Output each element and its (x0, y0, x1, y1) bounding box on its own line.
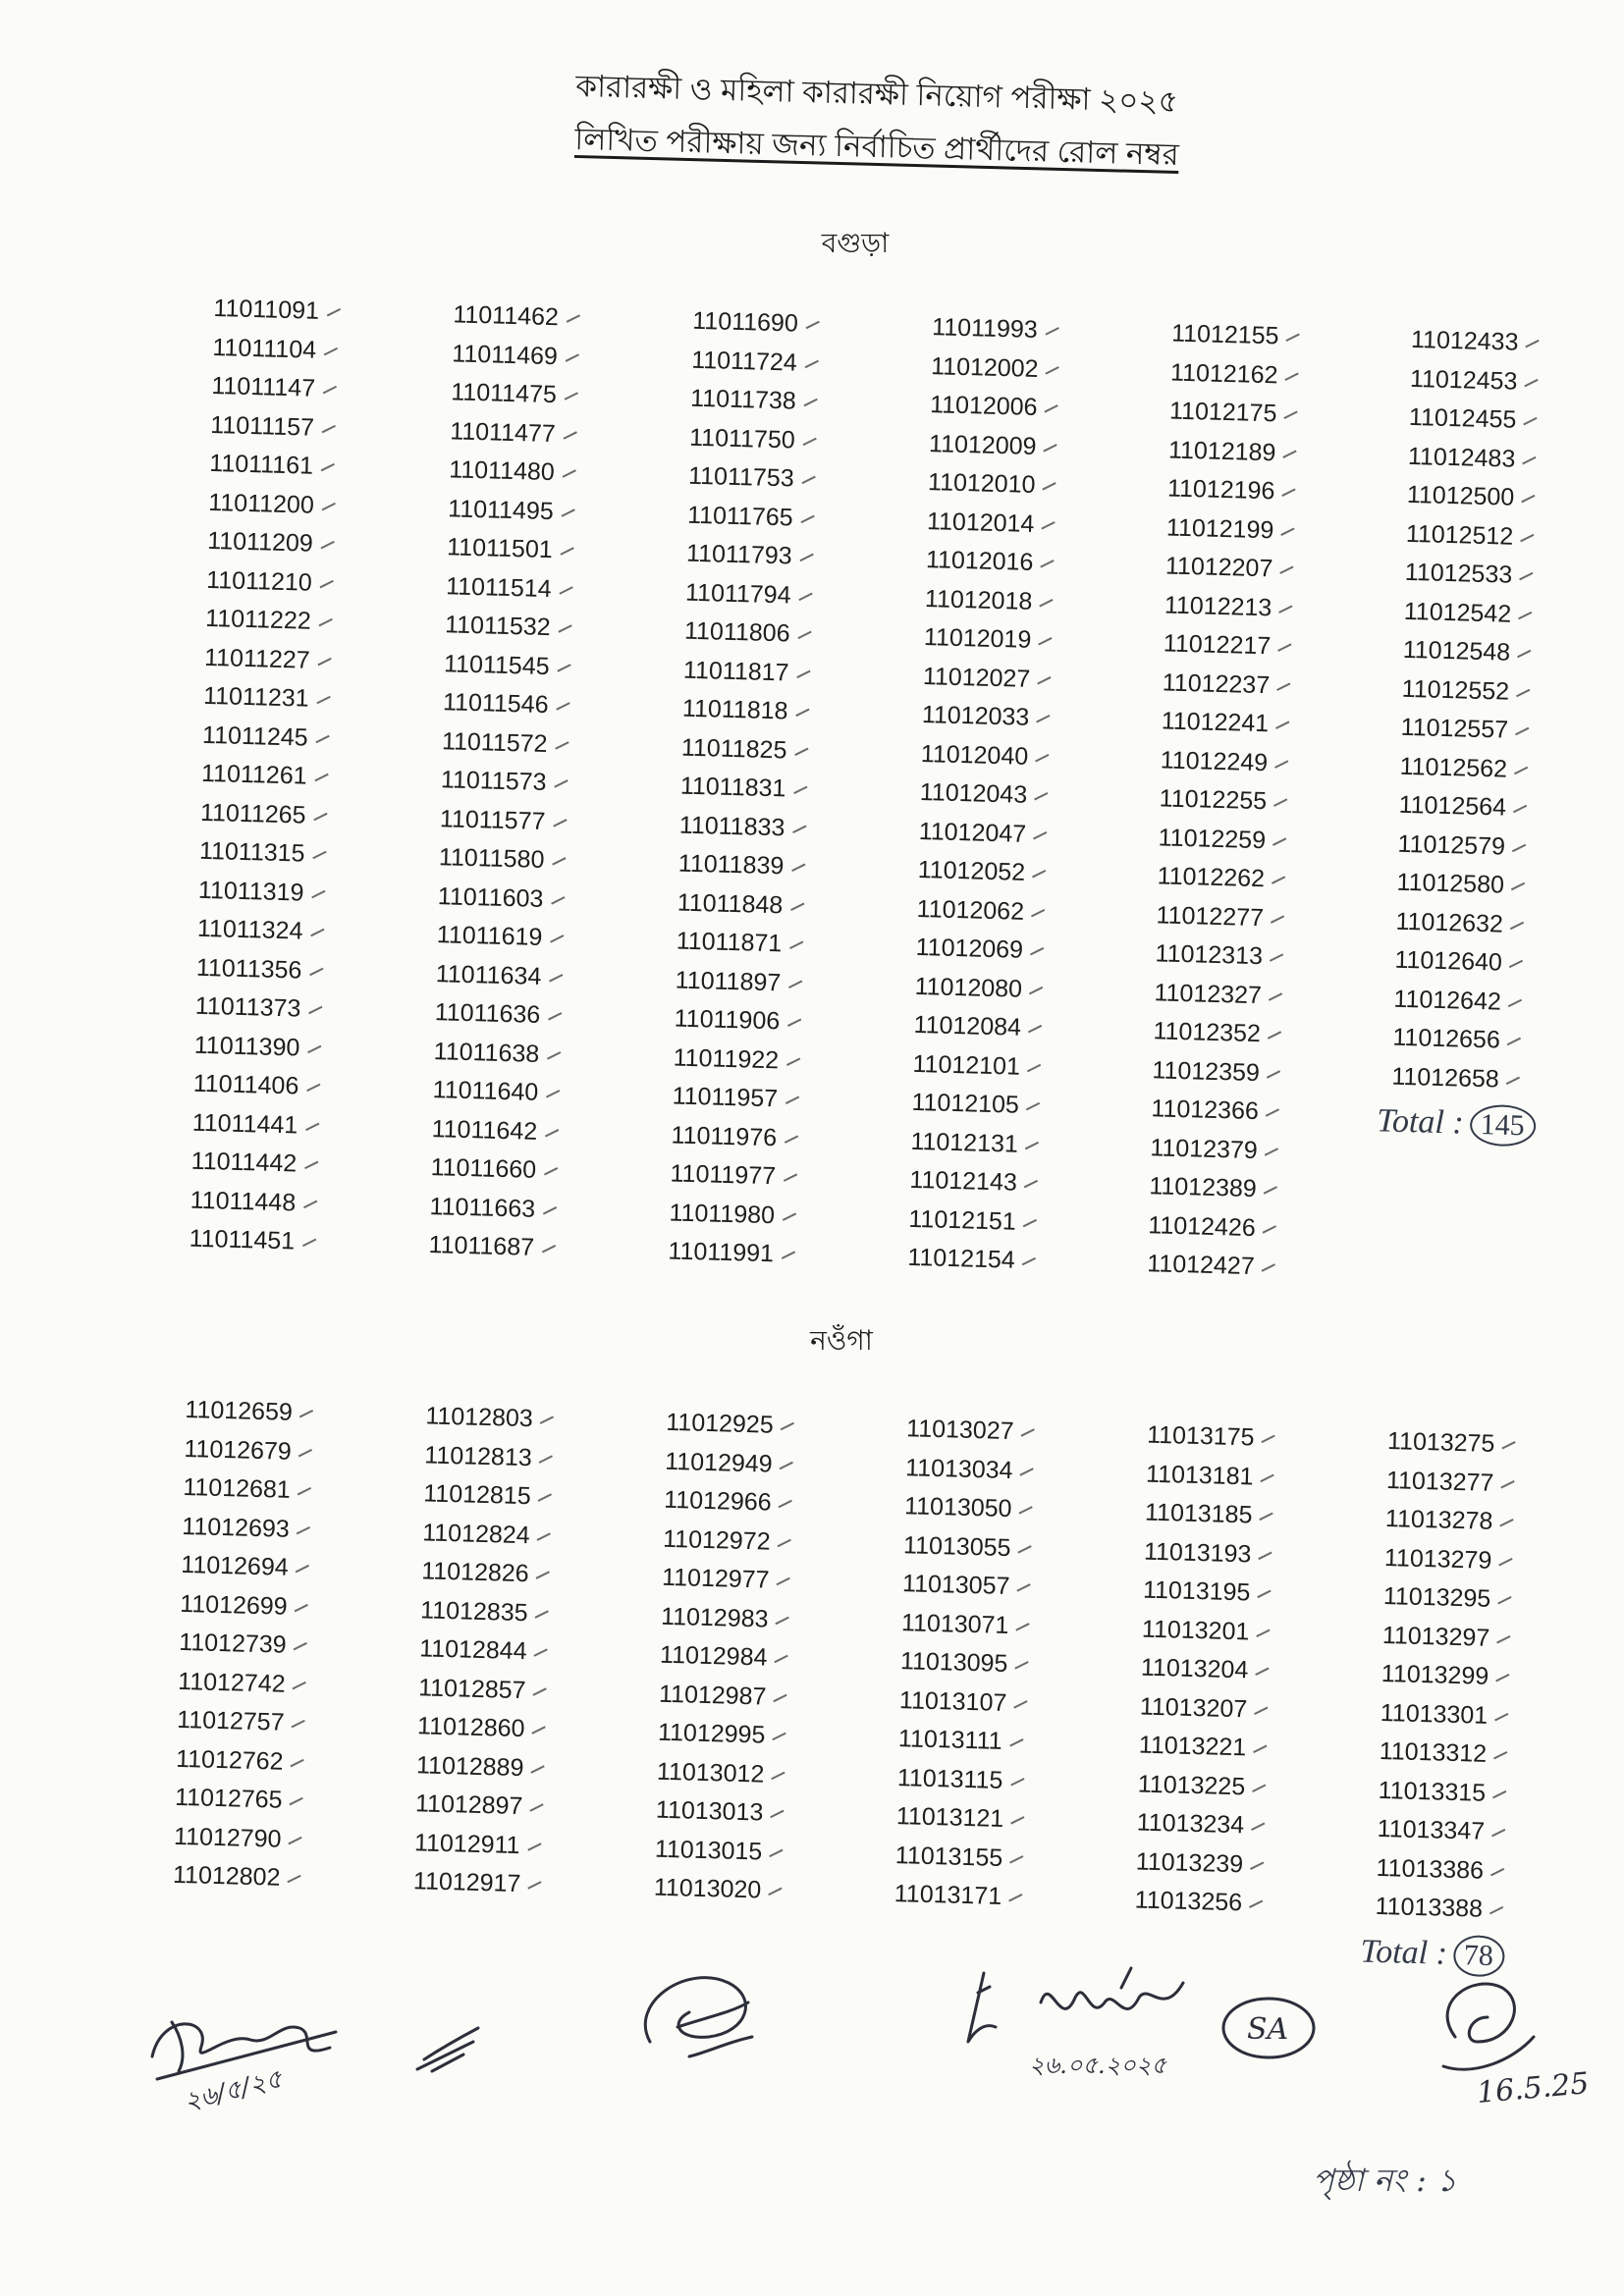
roll-number: 11013279 (1383, 1539, 1513, 1581)
roll-number: 11012533 (1404, 554, 1534, 596)
roll-number: 11012966 (664, 1481, 793, 1523)
roll-number: 11012217 (1163, 624, 1292, 667)
roll-number: 11012693 (182, 1507, 311, 1549)
roll-number-grid (171, 1391, 1525, 1986)
roll-number: 11012366 (1151, 1090, 1280, 1132)
roll-number: 11011104 (212, 328, 339, 370)
roll-number: 11012379 (1150, 1129, 1279, 1171)
roll-number: 11012640 (1394, 941, 1524, 984)
roll-number: 11011818 (681, 690, 810, 732)
roll-number: 11012987 (659, 1675, 788, 1717)
roll-number: 11013315 (1378, 1771, 1507, 1813)
roll-number: 11012742 (178, 1662, 307, 1704)
roll-number: 11011638 (433, 1033, 562, 1075)
roll-number: 11013388 (1375, 1888, 1504, 1930)
total-value: 145 (1469, 1104, 1536, 1148)
roll-number: 11012327 (1154, 974, 1283, 1016)
roll-number: 11012579 (1397, 825, 1527, 867)
roll-number: 11011572 (442, 722, 570, 765)
roll-number: 11012162 (1170, 353, 1300, 396)
roll-number: 11011991 (668, 1232, 796, 1274)
roll-number: 11011980 (669, 1194, 797, 1236)
roll-number: 11013347 (1377, 1810, 1506, 1852)
roll-number: 11011451 (189, 1220, 317, 1262)
roll-number: 11011209 (207, 522, 336, 564)
roll-number: 11012790 (174, 1817, 303, 1859)
roll-number: 11012018 (924, 580, 1054, 622)
roll-number: 11012562 (1399, 747, 1529, 789)
roll-column (1145, 315, 1368, 1341)
roll-number: 11011448 (189, 1181, 318, 1223)
roll-number: 11011261 (201, 755, 330, 797)
signature-3 (645, 1978, 752, 2056)
roll-number: 11012977 (662, 1559, 791, 1601)
roll-number: 11011580 (438, 838, 567, 881)
roll-number: 11011806 (684, 613, 813, 655)
roll-number: 11012101 (912, 1044, 1042, 1087)
roll-number: 11011619 (436, 916, 565, 958)
roll-number: 11013256 (1134, 1881, 1264, 1923)
roll-number: 11013277 (1386, 1462, 1516, 1504)
roll-number: 11012143 (909, 1161, 1039, 1203)
roll-number: 11012027 (922, 658, 1052, 700)
roll-number: 11012010 (928, 463, 1057, 506)
roll-number: 11011993 (932, 308, 1060, 350)
roll-column (427, 295, 650, 1321)
roll-number: 11012548 (1402, 631, 1532, 673)
roll-number: 11013278 (1384, 1500, 1514, 1542)
roll-number: 11011545 (444, 645, 572, 687)
roll-column (171, 1391, 382, 1955)
signature-1 (152, 2022, 336, 2117)
roll-number: 11012542 (1403, 592, 1533, 634)
roll-number: 11011200 (208, 483, 337, 525)
roll-number: 11013171 (893, 1875, 1023, 1917)
roll-number: 11011897 (675, 961, 803, 1003)
roll-number: 11013221 (1138, 1727, 1268, 1769)
roll-number: 11012033 (921, 696, 1051, 738)
roll-number: 11011469 (452, 335, 580, 377)
roll-number: 11012564 (1398, 786, 1528, 828)
roll-number: 11012207 (1164, 547, 1294, 589)
roll-number: 11011642 (431, 1110, 560, 1152)
roll-number: 11012972 (663, 1520, 792, 1562)
roll-column (906, 308, 1129, 1334)
roll-number: 11012984 (660, 1636, 789, 1679)
roll-number: 11013201 (1141, 1610, 1271, 1652)
document-subtitle: লিখিত পরীক্ষায় জন্য নির্বাচিত প্রার্থীদের রোল নম্বর (573, 121, 1180, 173)
roll-number: 11012658 (1391, 1057, 1521, 1099)
roll-number: 11011441 (191, 1103, 320, 1146)
roll-number: 11013301 (1380, 1693, 1509, 1735)
roll-number: 11012824 (422, 1514, 552, 1556)
roll-number: 11012009 (929, 425, 1058, 467)
roll-number: 11011825 (680, 728, 809, 771)
roll-number: 11011817 (682, 651, 811, 693)
roll-number: 11012757 (177, 1701, 306, 1743)
roll-number: 11013175 (1147, 1416, 1276, 1459)
roll-number: 11012262 (1157, 857, 1286, 899)
roll-number: 11011794 (685, 573, 814, 615)
roll-number: 11012084 (913, 1006, 1043, 1048)
roll-number: 11012189 (1168, 431, 1298, 473)
roll-number: 11011831 (679, 768, 808, 810)
roll-number: 11011753 (688, 457, 817, 500)
roll-number: 11013204 (1140, 1649, 1270, 1691)
roll-number: 11013015 (654, 1830, 784, 1872)
signature-4 (968, 1973, 996, 2042)
roll-number: 11012860 (417, 1707, 547, 1749)
roll-column (667, 302, 890, 1328)
roll-number: 11012019 (923, 618, 1053, 661)
roll-number: 11012557 (1400, 709, 1530, 751)
roll-number-grid (188, 290, 1549, 1345)
roll-number: 11011848 (677, 883, 805, 926)
roll-number: 11011462 (453, 295, 581, 338)
roll-number: 11012359 (1152, 1051, 1281, 1094)
roll-number: 11011636 (434, 993, 563, 1036)
roll-number: 11013057 (902, 1565, 1032, 1607)
roll-number: 11012739 (179, 1624, 308, 1666)
roll-number: 11012433 (1411, 321, 1541, 363)
roll-number: 11013234 (1136, 1804, 1266, 1846)
roll-number: 11012642 (1393, 980, 1523, 1022)
roll-number: 11012154 (907, 1239, 1037, 1281)
page-number: পৃষ্ঠা নং : ১ (1313, 2162, 1457, 2199)
roll-number: 11012249 (1160, 741, 1289, 783)
roll-number: 11011356 (195, 948, 324, 990)
roll-number: 11011871 (676, 923, 804, 965)
roll-number: 11011839 (677, 845, 806, 887)
roll-number: 11012483 (1407, 437, 1537, 479)
roll-number: 11011315 (198, 832, 327, 875)
roll-number: 11012002 (931, 347, 1060, 390)
roll-number: 11013055 (903, 1526, 1033, 1569)
roll-number: 11011750 (689, 418, 818, 460)
roll-number: 11012175 (1169, 393, 1299, 435)
roll-number: 11012681 (183, 1468, 312, 1511)
roll-number: 11012762 (176, 1739, 305, 1782)
roll-number: 11011324 (196, 910, 325, 952)
roll-number: 11012255 (1159, 779, 1288, 822)
roll-number: 11013275 (1387, 1422, 1517, 1465)
roll-number: 11012802 (173, 1856, 302, 1898)
roll-number: 11012813 (424, 1436, 554, 1478)
roll-number: 11012213 (1164, 586, 1293, 628)
roll-number: 11013095 (900, 1642, 1030, 1684)
roll-number: 11011573 (440, 761, 568, 803)
roll-number: 11011501 (447, 528, 575, 570)
roll-number: 11012897 (415, 1785, 545, 1827)
roll-number: 11012047 (918, 812, 1048, 854)
signature-6 (1223, 1999, 1314, 2057)
signature-date: ২৬.০৫.২০২৫ (1029, 2052, 1167, 2079)
signature-5 (1029, 1968, 1183, 2079)
roll-number: 11012580 (1396, 864, 1526, 906)
roll-number: 11011475 (451, 373, 579, 415)
roll-number: 11011660 (430, 1148, 559, 1191)
roll-number: 11011976 (671, 1116, 799, 1158)
roll-number: 11012995 (658, 1714, 787, 1756)
roll-number: 11013225 (1137, 1765, 1267, 1807)
roll-number: 11011480 (449, 451, 577, 493)
roll-number: 11013034 (905, 1449, 1035, 1491)
roll-number: 11012699 (180, 1584, 309, 1627)
roll-column (1133, 1416, 1344, 1981)
roll-number: 11012694 (181, 1546, 310, 1588)
roll-number: 11013195 (1142, 1572, 1272, 1614)
roll-number: 11013050 (904, 1487, 1034, 1529)
roll-number: 11011634 (435, 955, 564, 997)
roll-number: 11011157 (210, 405, 337, 448)
roll-number: 11012155 (1171, 315, 1301, 357)
roll-number: 11011687 (428, 1226, 557, 1268)
roll-number: 11011663 (429, 1188, 558, 1230)
roll-number: 11012925 (666, 1404, 795, 1446)
roll-number: 11012014 (927, 503, 1056, 545)
roll-number: 11011977 (670, 1154, 798, 1197)
roll-number: 11013297 (1381, 1616, 1511, 1658)
roll-number: 11012052 (917, 851, 1047, 893)
roll-number: 11013155 (894, 1837, 1024, 1879)
roll-number: 11012552 (1401, 669, 1531, 712)
roll-number: 11012237 (1162, 664, 1291, 706)
roll-number: 11011690 (692, 302, 821, 345)
roll-column (1384, 321, 1607, 1347)
roll-number: 11013386 (1376, 1848, 1505, 1891)
roll-number: 11012080 (914, 967, 1044, 1009)
roll-number: 11012196 (1166, 469, 1296, 511)
roll-number: 11012911 (414, 1824, 543, 1866)
roll-number: 11012455 (1408, 399, 1538, 441)
roll-number: 11012917 (412, 1862, 542, 1904)
roll-number: 11012949 (665, 1442, 794, 1484)
roll-number: 11011724 (691, 341, 820, 383)
roll-number: 11011957 (672, 1078, 800, 1120)
roll-number: 11011833 (678, 806, 807, 848)
signature-7 (1443, 1984, 1591, 2110)
roll-number: 11011793 (686, 535, 815, 577)
roll-number: 11012427 (1147, 1245, 1276, 1287)
total-label: Total : (1359, 1933, 1448, 1972)
roll-number: 11011161 (209, 445, 336, 487)
roll-number: 11012199 (1165, 508, 1295, 551)
roll-column (652, 1404, 863, 1968)
roll-number: 11011495 (448, 490, 576, 532)
roll-number: 11012659 (185, 1391, 314, 1433)
roll-number: 11011477 (450, 412, 578, 454)
roll-number: 11012151 (908, 1200, 1038, 1242)
roll-number: 11013312 (1379, 1733, 1508, 1775)
roll-number: 11011091 (213, 290, 342, 332)
roll-number: 11012426 (1148, 1206, 1277, 1249)
roll-number: 11012062 (916, 889, 1046, 932)
roll-column (1374, 1422, 1585, 1987)
roll-number: 11012656 (1392, 1019, 1522, 1061)
roll-number: 11013193 (1144, 1532, 1273, 1575)
roll-number: 11011222 (205, 600, 334, 642)
roll-number: 11011210 (206, 561, 335, 603)
roll-number: 11013121 (895, 1797, 1025, 1840)
roll-number: 11011147 (211, 367, 338, 409)
roll-number: 11012069 (915, 929, 1045, 971)
roll-number: 11012844 (419, 1629, 549, 1672)
roll-number: 11013071 (901, 1604, 1031, 1646)
roll-number: 11012889 (416, 1746, 546, 1789)
roll-number: 11013239 (1135, 1842, 1265, 1885)
total-count (1377, 1097, 1537, 1148)
roll-number: 11013207 (1139, 1687, 1269, 1730)
roll-number: 11013111 (897, 1720, 1024, 1762)
roll-number: 11011922 (673, 1039, 801, 1081)
roll-number: 11012500 (1406, 476, 1536, 518)
signature-date: 16.5.25 (1475, 2066, 1591, 2110)
roll-number: 11011390 (193, 1026, 322, 1068)
signature-area (0, 1944, 1624, 2179)
roll-number: 11012277 (1156, 896, 1285, 938)
total-label: Total : (1376, 1102, 1465, 1142)
roll-number: 11012765 (175, 1779, 304, 1821)
roll-number: 11011227 (204, 638, 333, 680)
roll-number: 11012815 (423, 1474, 553, 1517)
roll-number: 11013027 (906, 1410, 1036, 1452)
roll-number: 11013115 (896, 1759, 1025, 1801)
roll-number: 11013107 (898, 1682, 1028, 1724)
roll-number: 11011738 (690, 380, 819, 422)
roll-number: 11013299 (1380, 1655, 1510, 1697)
roll-number: 11013295 (1382, 1577, 1512, 1620)
document-title: কারারক্ষী ও মহিলা কারারক্ষী নিয়োগ পরীক্ষা ২০২৫ (574, 68, 1179, 120)
roll-number: 11012826 (421, 1552, 551, 1594)
roll-number: 11012241 (1161, 702, 1290, 744)
roll-number: 11011231 (203, 677, 332, 720)
roll-column (411, 1397, 623, 1961)
roll-number: 11012006 (930, 386, 1059, 428)
roll-number: 11011640 (432, 1071, 561, 1113)
roll-number: 11012389 (1149, 1167, 1278, 1209)
signature-initials: SA (1247, 2012, 1289, 2047)
roll-number: 11013185 (1145, 1494, 1274, 1536)
roll-number: 11011532 (445, 606, 573, 648)
roll-number: 11013181 (1146, 1455, 1275, 1497)
roll-number: 11011406 (192, 1065, 321, 1107)
roll-number: 11012453 (1410, 359, 1540, 401)
roll-number: 11012835 (420, 1591, 550, 1633)
roll-number: 11012512 (1405, 514, 1535, 557)
roll-number: 11012679 (184, 1429, 313, 1471)
roll-number: 11012313 (1155, 934, 1284, 977)
roll-number: 11012040 (920, 735, 1050, 777)
roll-number: 11011603 (437, 878, 566, 920)
roll-number: 11011265 (200, 793, 329, 835)
roll-number: 11011373 (194, 988, 323, 1030)
roll-number: 11012131 (910, 1122, 1040, 1164)
total-value: 78 (1452, 1934, 1504, 1976)
roll-number: 11011546 (443, 683, 571, 725)
signature-date: ২৬/৫/২৫ (181, 2064, 286, 2117)
roll-number: 11011319 (197, 871, 326, 913)
roll-number: 11011577 (439, 800, 568, 842)
roll-number: 11013012 (656, 1752, 785, 1794)
roll-number: 11012043 (919, 774, 1049, 816)
roll-number: 11011514 (446, 567, 574, 610)
roll-number: 11013020 (653, 1869, 783, 1911)
roll-number: 11011906 (674, 1000, 802, 1042)
roll-number: 11011765 (687, 496, 816, 538)
section-heading: বগুড়া (821, 228, 890, 258)
roll-number: 11012983 (661, 1597, 790, 1639)
roll-number: 11012352 (1153, 1012, 1282, 1054)
roll-number: 11012259 (1158, 819, 1287, 861)
roll-number: 11011442 (190, 1143, 319, 1185)
roll-number: 11011245 (202, 716, 331, 758)
roll-number: 11013013 (655, 1791, 785, 1834)
roll-number: 11012016 (926, 541, 1056, 583)
roll-number: 11012803 (425, 1397, 555, 1439)
signature-2 (417, 2028, 478, 2071)
roll-number: 11012105 (911, 1084, 1041, 1126)
roll-number: 11012857 (418, 1669, 548, 1711)
roll-column (188, 290, 410, 1315)
roll-column (893, 1410, 1104, 1974)
roll-number: 11012632 (1395, 902, 1525, 944)
section-heading: নওঁগা (810, 1325, 873, 1356)
